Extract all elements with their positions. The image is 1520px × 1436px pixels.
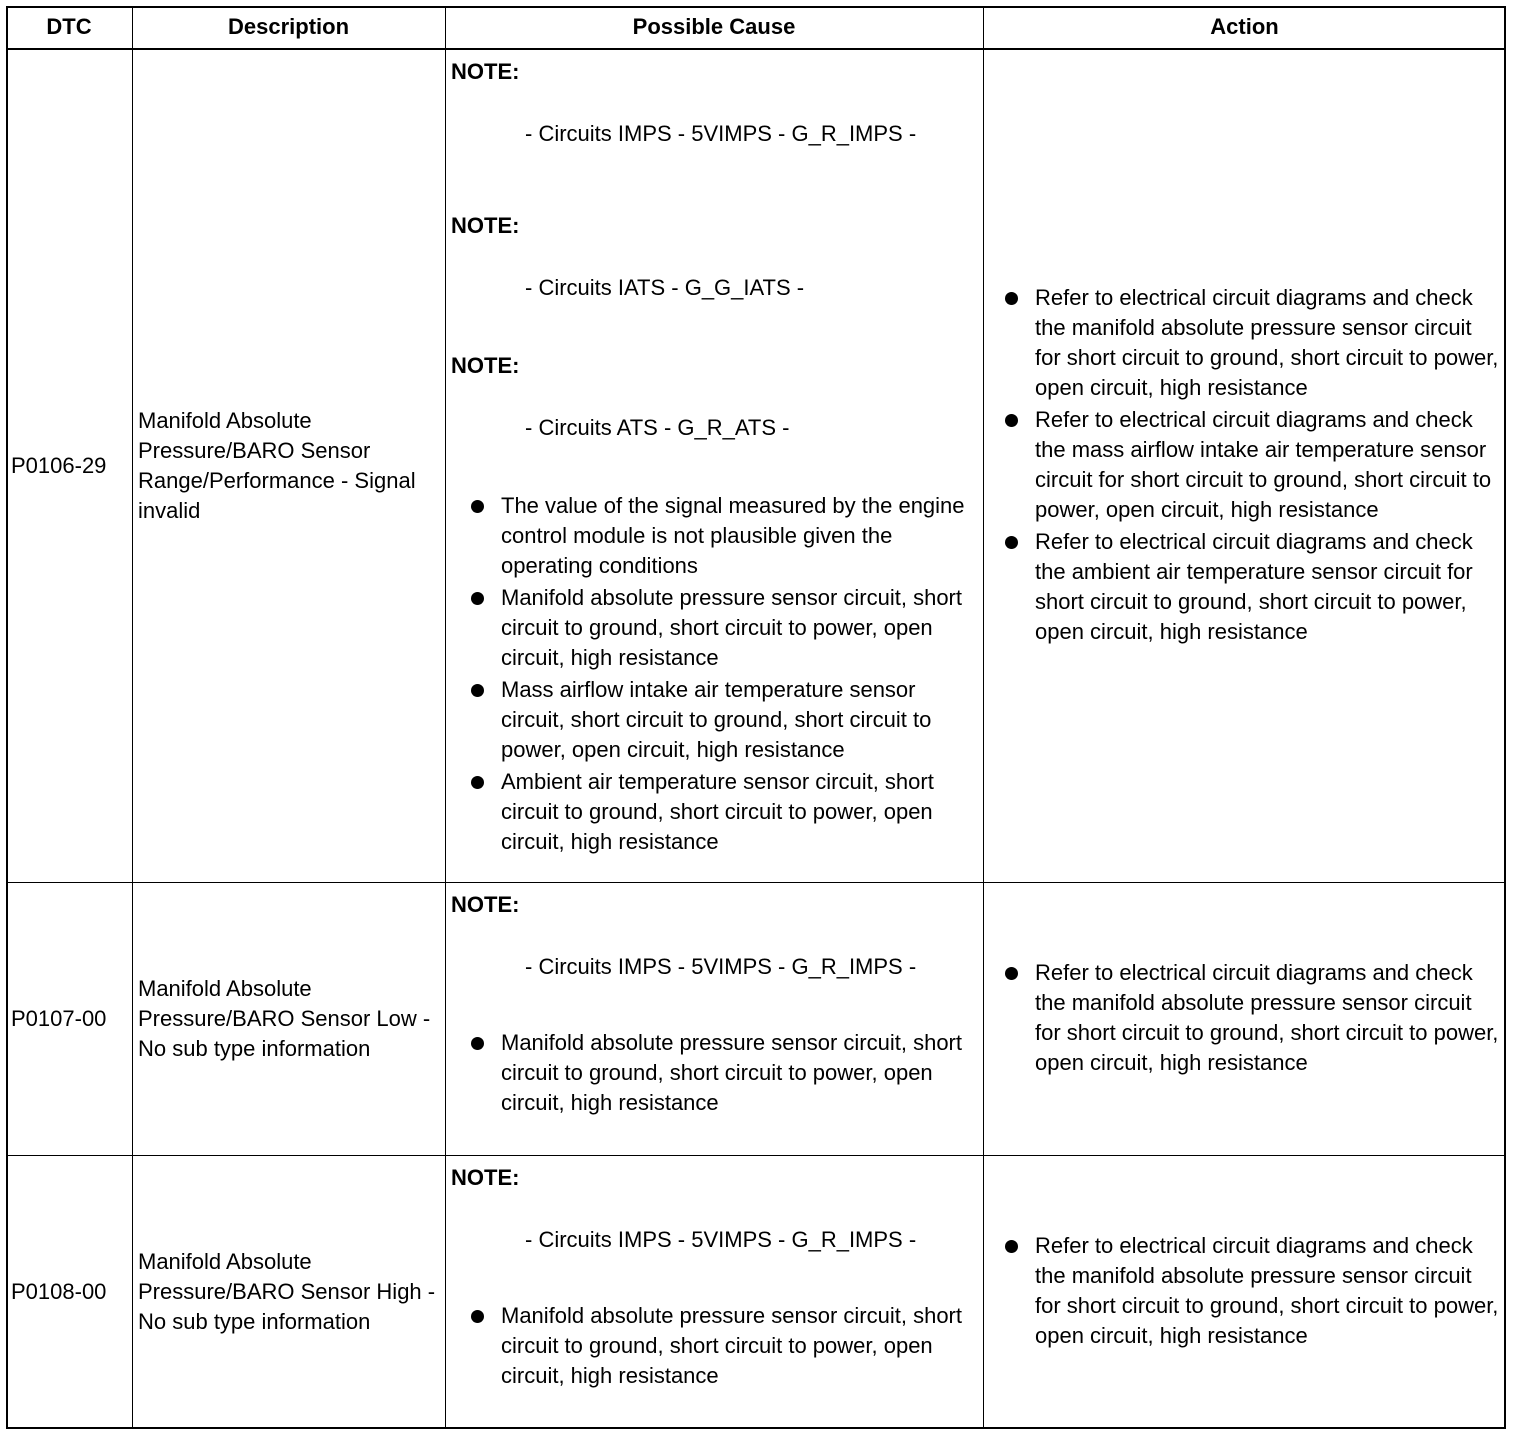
bullet-icon: [1005, 292, 1018, 305]
description-text: Manifold Absolute Pressure/BARO Sensor Low - No sub type information: [138, 975, 431, 1061]
header-action: Action: [1210, 14, 1279, 39]
header-divider: [6, 48, 1506, 50]
bullet-icon: [1005, 1240, 1018, 1253]
note-circuit: - Circuits IMPS - 5VIMPS - G_R_IMPS -: [525, 954, 917, 979]
action-item: [1001, 283, 1502, 403]
note-circuit: - Circuits IMPS - 5VIMPS - G_R_IMPS -: [525, 121, 917, 146]
action-cell: [983, 49, 1506, 882]
bullet-icon: [471, 592, 484, 605]
action-list: [1001, 283, 1502, 649]
action-text: Refer to electrical circuit diagrams and check the ambient air temperature sensor circuit for short circuit to ground, short circuit to power, open circuit, high resistance: [1035, 528, 1473, 644]
cause-list: [451, 491, 975, 857]
action-item: [1001, 958, 1502, 1078]
note-circuit: - Circuits IMPS - 5VIMPS - G_R_IMPS -: [525, 1227, 917, 1252]
bullet-icon: [471, 776, 484, 789]
bullet-icon: [1005, 967, 1018, 980]
action-item: [1001, 405, 1502, 525]
action-text: Refer to electrical circuit diagrams and check the mass airflow intake air temperature sensor circuit for short circuit to ground, short circuit to power, open circuit, high resistance: [1035, 406, 1492, 522]
note-label: NOTE:: [451, 892, 520, 917]
cause-text: Mass airflow intake air temperature sensor circuit, short circuit to ground, short circuit to power, open circuit, high resistance: [501, 677, 932, 762]
dtc-code: P0107-00: [11, 1005, 107, 1031]
note-label: NOTE:: [451, 353, 520, 378]
action-cell: [983, 882, 1506, 1155]
action-list: [1001, 958, 1502, 1080]
bullet-icon: [471, 1037, 484, 1050]
column-divider: [132, 6, 133, 1429]
cause-text: Manifold absolute pressure sensor circuit, short circuit to ground, short circuit to power, open circuit, high resistance: [501, 1303, 962, 1388]
action-item: [1001, 527, 1502, 647]
cause-text: The value of the signal measured by the engine control module is not plausible given the operating conditions: [501, 493, 965, 578]
action-text: Refer to electrical circuit diagrams and check the manifold absolute pressure sensor circuit for short circuit to ground, short circuit to power, open circuit, high resistance: [1035, 284, 1499, 400]
possible-cause-cell: [445, 882, 983, 1155]
header-possible-cause: Possible Cause: [632, 14, 796, 39]
dtc-code: P0108-00: [11, 1279, 107, 1304]
bullet-icon: [471, 1310, 484, 1323]
bullet-icon: [471, 500, 484, 513]
action-text: Refer to electrical circuit diagrams and check the manifold absolute pressure sensor circuit for short circuit to ground, short circuit to power, open circuit, high resistance: [1035, 959, 1499, 1075]
action-list: [1001, 1231, 1502, 1353]
cause-item: [451, 767, 975, 857]
cause-item: [451, 1301, 975, 1391]
row-divider: [6, 1155, 1506, 1156]
header-dtc: DTC: [46, 14, 92, 39]
bullet-icon: [1005, 414, 1018, 427]
possible-cause-cell: [445, 49, 983, 882]
note-circuit: - Circuits ATS - G_R_ATS -: [525, 415, 790, 440]
column-divider: [445, 6, 446, 1429]
action-text: Refer to electrical circuit diagrams and check the manifold absolute pressure sensor circuit for short circuit to ground, short circuit to power, open circuit, high resistance: [1035, 1233, 1499, 1348]
note-circuit: - Circuits IATS - G_G_IATS -: [525, 275, 805, 300]
bullet-icon: [471, 684, 484, 697]
dtc-code: P0106-29: [11, 452, 107, 478]
cause-text: Manifold absolute pressure sensor circuit, short circuit to ground, short circuit to power, open circuit, high resistance: [501, 585, 962, 670]
dtc-table: [6, 6, 1506, 1429]
dtc-description: [132, 1155, 445, 1429]
description-text: Manifold Absolute Pressure/BARO Sensor High - No sub type information: [138, 1249, 436, 1334]
cause-list: [451, 1301, 975, 1391]
cause-item: [451, 491, 975, 581]
note-label: NOTE:: [451, 59, 520, 84]
note-label: NOTE:: [451, 213, 520, 238]
header-description: Description: [227, 14, 350, 39]
row-divider: [6, 882, 1506, 883]
description-text: Manifold Absolute Pressure/BARO Sensor Range/Performance - Signal invalid: [138, 407, 416, 523]
cause-list: [451, 1028, 975, 1118]
bullet-icon: [1005, 536, 1018, 549]
action-item: [1001, 1231, 1502, 1351]
cause-text: Ambient air temperature sensor circuit, short circuit to ground, short circuit to power, open circuit, high resistance: [501, 769, 934, 854]
possible-cause-cell: [445, 1155, 983, 1429]
cause-item: [451, 583, 975, 673]
note-label: NOTE:: [451, 1165, 520, 1190]
column-divider: [983, 6, 984, 1429]
cause-item: [451, 1028, 975, 1118]
cause-text: Manifold absolute pressure sensor circuit, short circuit to ground, short circuit to power, open circuit, high resistance: [501, 1030, 962, 1115]
dtc-description: [132, 49, 445, 882]
action-cell: [983, 1155, 1506, 1429]
dtc-description: [132, 882, 445, 1155]
cause-item: [451, 675, 975, 765]
